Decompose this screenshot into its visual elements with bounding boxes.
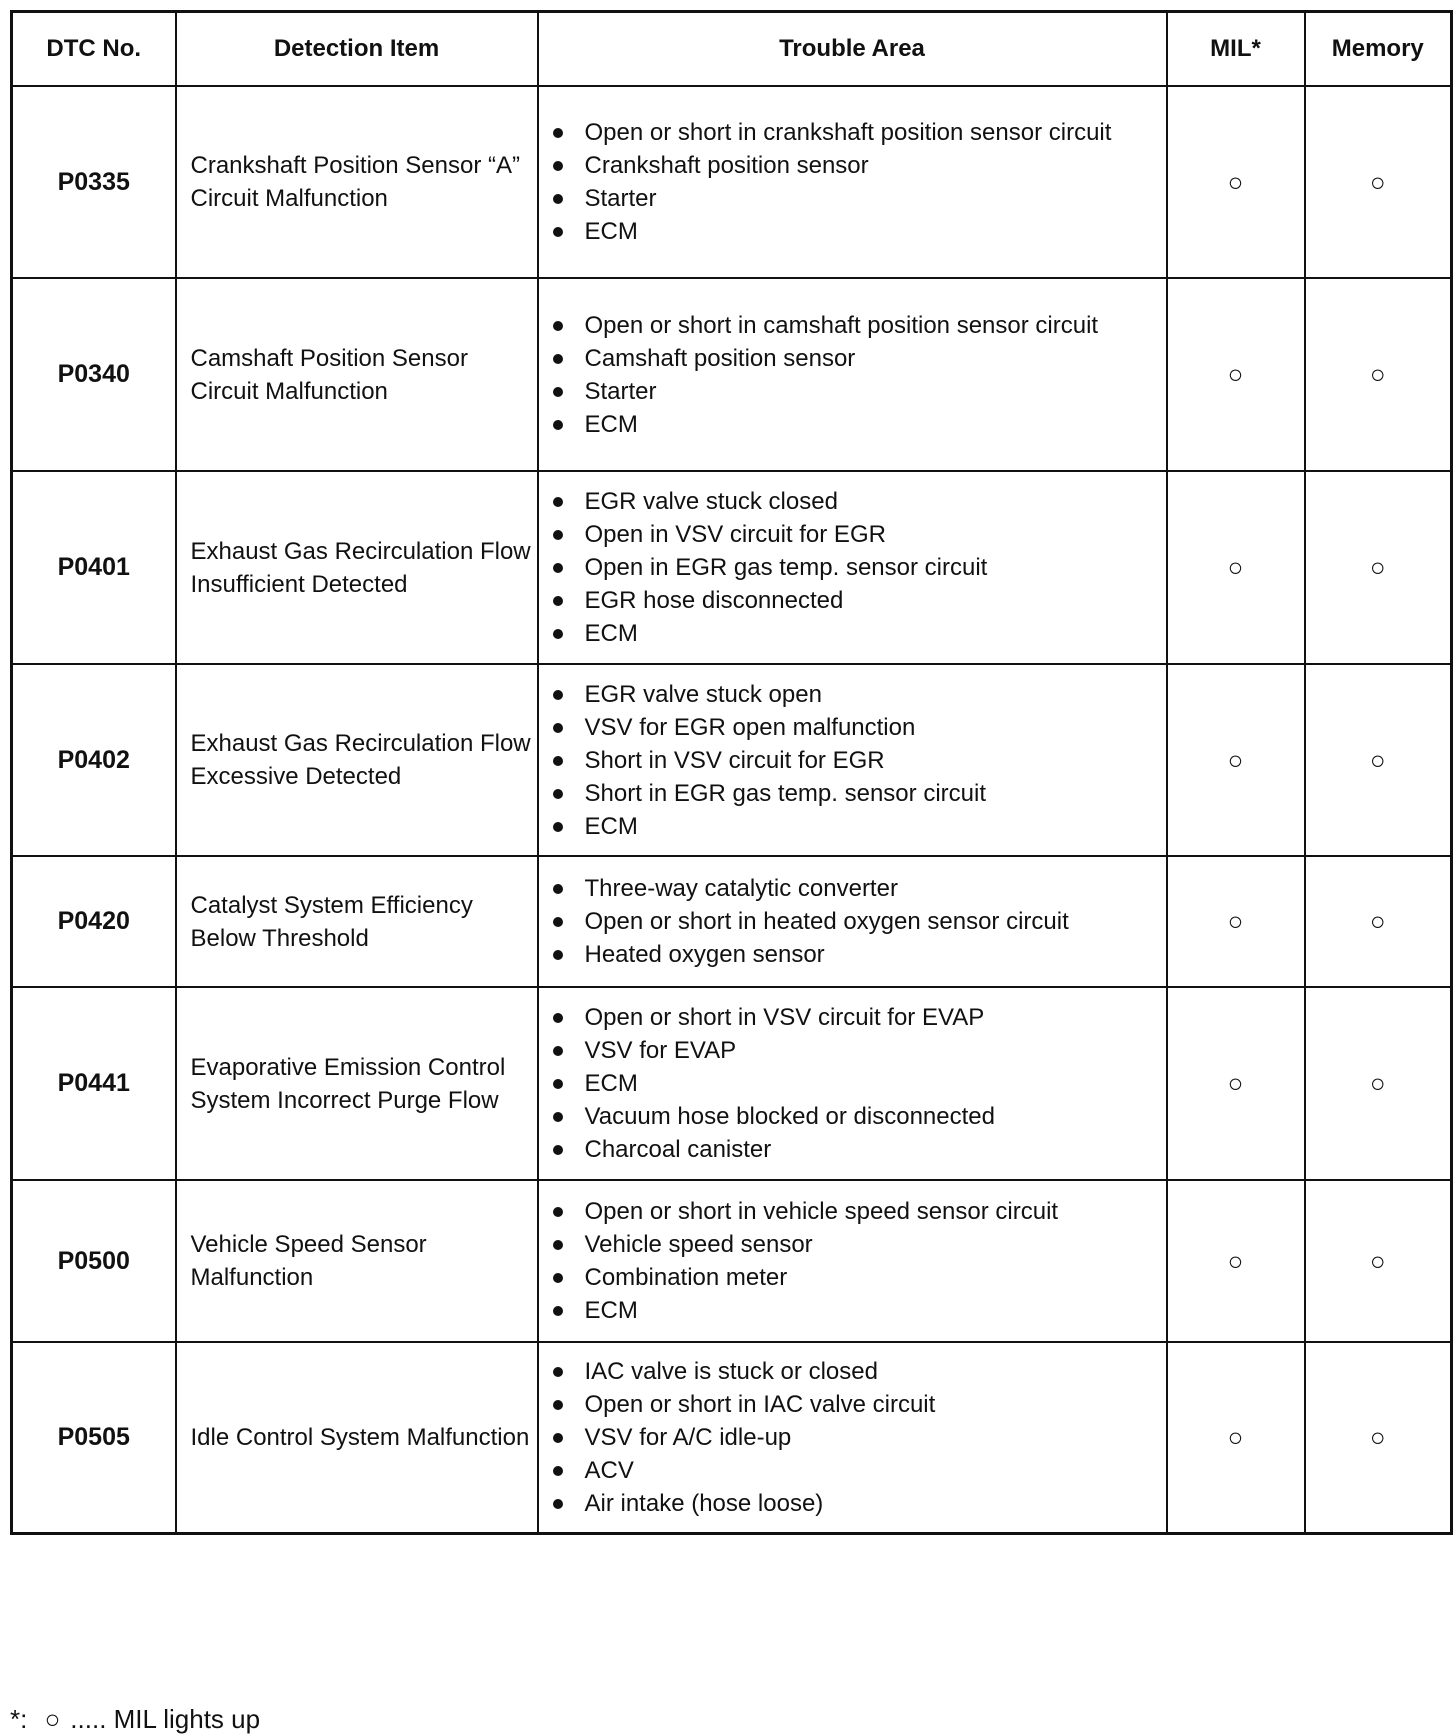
trouble-area-item: VSV for A/C idle-up — [551, 1421, 1166, 1454]
detection-item: Vehicle Speed Sensor Malfunction — [176, 1180, 538, 1342]
trouble-area — [538, 1180, 1167, 1342]
trouble-area-item: Open or short in crankshaft position sensor circuit — [551, 116, 1166, 149]
trouble-area-item: EGR hose disconnected — [551, 584, 1166, 617]
memory-circle-icon: ○ — [1369, 744, 1386, 775]
dtc-code: P0505 — [12, 1342, 176, 1533]
trouble-area-list — [551, 1195, 1166, 1327]
trouble-area-list — [551, 485, 1166, 650]
trouble-area — [538, 471, 1167, 664]
mil-circle-icon: ○ — [1227, 906, 1244, 936]
trouble-area-item: Camshaft position sensor — [551, 342, 1166, 375]
trouble-area-item: Open or short in heated oxygen sensor circuit — [551, 905, 1166, 938]
trouble-area-item: Short in VSV circuit for EGR — [551, 744, 1166, 777]
trouble-area-item: Short in EGR gas temp. sensor circuit — [551, 777, 1166, 810]
trouble-area-list — [551, 872, 1166, 971]
memory-cell — [1305, 856, 1452, 987]
mil-circle-icon: ○ — [1227, 1245, 1244, 1276]
memory-circle-icon: ○ — [1369, 359, 1386, 389]
footnote — [10, 1704, 270, 1735]
trouble-area-item: ECM — [551, 1294, 1166, 1327]
trouble-area-item: Air intake (hose loose) — [551, 1487, 1166, 1520]
mil-cell — [1167, 856, 1305, 987]
dtc-table-page — [10, 10, 1450, 1535]
detection-item: Idle Control System Malfunction — [176, 1342, 538, 1533]
dtc-code: P0500 — [12, 1180, 176, 1342]
trouble-area-item: Open in VSV circuit for EGR — [551, 518, 1166, 551]
detection-item: Crankshaft Position Sensor “A” Circuit Malfunction — [176, 86, 538, 278]
table-row — [12, 86, 1452, 278]
trouble-area-item: Combination meter — [551, 1261, 1166, 1294]
trouble-area — [538, 664, 1167, 856]
header-detection-item: Detection Item — [176, 12, 538, 87]
mil-cell — [1167, 987, 1305, 1180]
dtc-code: P0402 — [12, 664, 176, 856]
header-mil: MIL* — [1167, 12, 1305, 87]
dtc-code: P0340 — [12, 278, 176, 471]
dtc-code: P0401 — [12, 471, 176, 664]
trouble-area-list — [551, 116, 1166, 248]
trouble-area — [538, 1342, 1167, 1533]
table-row — [12, 987, 1452, 1180]
mil-circle-icon: ○ — [1227, 359, 1244, 389]
trouble-area-item: Starter — [551, 375, 1166, 408]
table-row — [12, 471, 1452, 664]
mil-circle-icon: ○ — [1227, 744, 1244, 775]
trouble-area-item: ACV — [551, 1454, 1166, 1487]
memory-circle-icon: ○ — [1369, 166, 1386, 197]
trouble-area-item: EGR valve stuck open — [551, 678, 1166, 711]
memory-cell — [1305, 1180, 1452, 1342]
trouble-area-item: ECM — [551, 408, 1166, 441]
mil-cell — [1167, 1180, 1305, 1342]
trouble-area-list — [551, 1001, 1166, 1166]
mil-circle-icon: ○ — [1227, 1421, 1244, 1452]
trouble-area-item: Open or short in camshaft position sensor circuit — [551, 309, 1166, 342]
trouble-area-item: EGR valve stuck closed — [551, 485, 1166, 518]
memory-cell — [1305, 987, 1452, 1180]
trouble-area-item: VSV for EGR open malfunction — [551, 711, 1166, 744]
trouble-area-item: VSV for EVAP — [551, 1034, 1166, 1067]
mil-cell — [1167, 1342, 1305, 1533]
memory-cell — [1305, 1342, 1452, 1533]
trouble-area — [538, 987, 1167, 1180]
mil-cell — [1167, 278, 1305, 471]
trouble-area-item: ECM — [551, 810, 1166, 843]
trouble-area-list — [551, 1355, 1166, 1520]
footnote-marker: *: — [10, 1704, 28, 1734]
header-trouble-area: Trouble Area — [538, 12, 1167, 87]
table-row — [12, 1342, 1452, 1533]
memory-circle-icon: ○ — [1369, 1421, 1386, 1452]
table-body — [12, 86, 1452, 1533]
memory-circle-icon: ○ — [1369, 1245, 1386, 1276]
trouble-area-item: Crankshaft position sensor — [551, 149, 1166, 182]
detection-item: Evaporative Emission Control System Incorrect Purge Flow — [176, 987, 538, 1180]
footnote-text: ..... MIL lights up — [70, 1704, 261, 1734]
mil-circle-icon: ○ — [1227, 1068, 1244, 1098]
dtc-table — [10, 10, 1453, 1535]
trouble-area-item: Open or short in vehicle speed sensor circuit — [551, 1195, 1166, 1228]
trouble-area-item: Three-way catalytic converter — [551, 872, 1166, 905]
trouble-area-item: Open or short in IAC valve circuit — [551, 1388, 1166, 1421]
memory-cell — [1305, 86, 1452, 278]
detection-item: Exhaust Gas Recirculation Flow Insufficient Detected — [176, 471, 538, 664]
trouble-area-list — [551, 309, 1166, 441]
trouble-area — [538, 856, 1167, 987]
trouble-area-list — [551, 678, 1166, 843]
mil-cell — [1167, 86, 1305, 278]
memory-circle-icon: ○ — [1369, 552, 1386, 582]
dtc-code: P0420 — [12, 856, 176, 987]
trouble-area-item: Vehicle speed sensor — [551, 1228, 1166, 1261]
memory-cell — [1305, 471, 1452, 664]
trouble-area — [538, 278, 1167, 471]
trouble-area-item: ECM — [551, 1067, 1166, 1100]
detection-item: Exhaust Gas Recirculation Flow Excessive Detected — [176, 664, 538, 856]
trouble-area-item: IAC valve is stuck or closed — [551, 1355, 1166, 1388]
mil-cell — [1167, 471, 1305, 664]
trouble-area-item: ECM — [551, 617, 1166, 650]
header-dtc-no: DTC No. — [12, 12, 176, 87]
table-row — [12, 278, 1452, 471]
trouble-area-item: Charcoal canister — [551, 1133, 1166, 1166]
trouble-area-item: Starter — [551, 182, 1166, 215]
table-row — [12, 664, 1452, 856]
memory-circle-icon: ○ — [1369, 1068, 1386, 1098]
trouble-area — [538, 86, 1167, 278]
memory-cell — [1305, 278, 1452, 471]
footnote-circle-symbol: ○ — [44, 1704, 61, 1734]
mil-cell — [1167, 664, 1305, 856]
mil-circle-icon: ○ — [1227, 166, 1244, 197]
dtc-code: P0335 — [12, 86, 176, 278]
memory-cell — [1305, 664, 1452, 856]
trouble-area-item: Open in EGR gas temp. sensor circuit — [551, 551, 1166, 584]
detection-item: Catalyst System Efficiency Below Threshold — [176, 856, 538, 987]
header-memory: Memory — [1305, 12, 1452, 87]
table-row — [12, 856, 1452, 987]
trouble-area-item: Heated oxygen sensor — [551, 938, 1166, 971]
detection-item: Camshaft Position Sensor Circuit Malfunction — [176, 278, 538, 471]
trouble-area-item: Open or short in VSV circuit for EVAP — [551, 1001, 1166, 1034]
header-row — [12, 12, 1452, 87]
table-row — [12, 1180, 1452, 1342]
trouble-area-item: ECM — [551, 215, 1166, 248]
trouble-area-item: Vacuum hose blocked or disconnected — [551, 1100, 1166, 1133]
dtc-code: P0441 — [12, 987, 176, 1180]
memory-circle-icon: ○ — [1369, 906, 1386, 936]
mil-circle-icon: ○ — [1227, 552, 1244, 582]
